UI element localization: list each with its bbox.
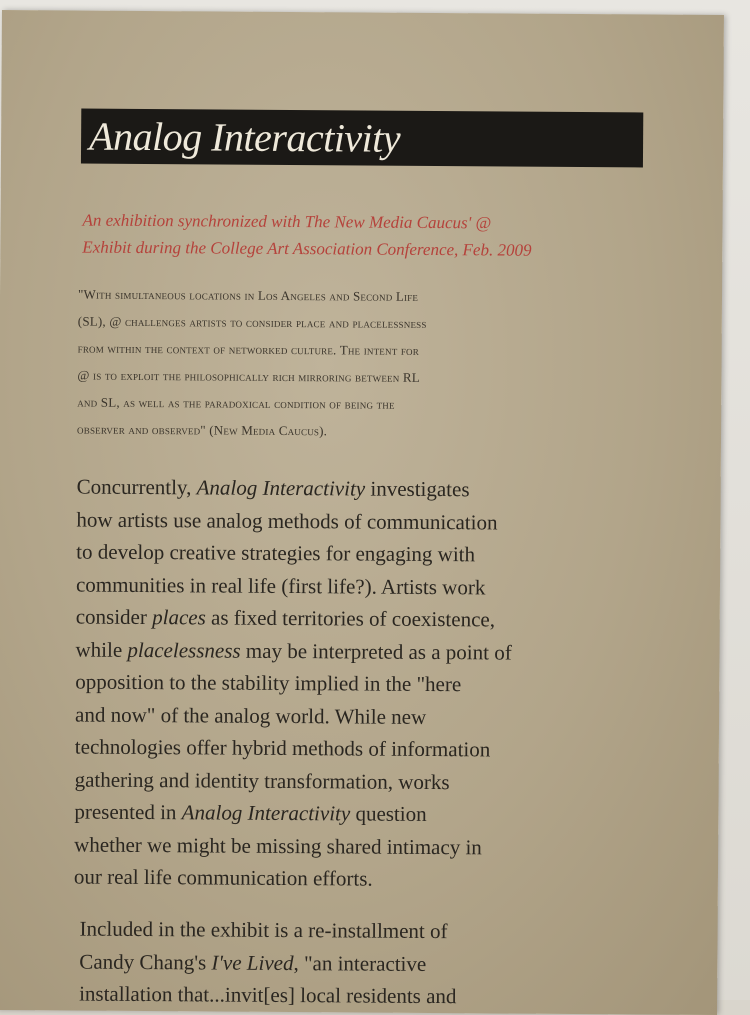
subtitle-line: An exhibition synchronized with The New Media Caucus' @: [82, 210, 492, 233]
subtitle-line: Exhibit during the College Art Association Conference, Feb. 2009: [82, 237, 532, 260]
italic-title: Analog Interactivity: [181, 800, 351, 826]
paragraph-line: opposition to the stability implied in the "here: [75, 669, 462, 697]
body-paragraph-2: [79, 913, 680, 1015]
italic-title: I've Lived: [211, 949, 294, 975]
text-run: Candy Chang's: [79, 949, 212, 974]
paragraph-line: our real life communication efforts.: [73, 864, 373, 891]
paragraph-line: [74, 796, 674, 833]
quote-line: observer and observed" (New Media Caucus).: [77, 421, 328, 439]
paragraph-line: how artists use analog methods of communication: [76, 507, 498, 534]
quote-line: @ is to exploit the philosophically rich mirroring between RL: [77, 367, 420, 385]
title-banner: [81, 109, 643, 168]
text-run: consider: [75, 604, 153, 630]
text-run: while: [75, 637, 128, 662]
text-run: Concurrently,: [76, 474, 197, 500]
paragraph-line: [76, 601, 676, 638]
paragraph-line: installation that...invit[es] local residents and: [79, 981, 457, 1009]
exhibition-title: Analog Interactivity: [88, 113, 401, 161]
italic-term: places: [152, 605, 206, 630]
quote-line: "With simultaneous locations in Los Angeles and Second Life: [77, 286, 419, 304]
paragraph-line: and now" of the analog world. While new: [75, 702, 427, 729]
paragraph-line: [77, 471, 677, 508]
text-run: question: [350, 801, 427, 826]
text-run: , "an interactive: [293, 950, 427, 976]
italic-title: Analog Interactivity: [196, 475, 366, 501]
quote-line: from within the context of networked culture. The intent for: [77, 340, 420, 358]
paragraph-line: [79, 945, 679, 982]
text-run: as fixed territories of coexistence,: [205, 605, 496, 632]
text-run: may be interpreted as a point of: [240, 638, 512, 665]
exhibition-card: [0, 10, 724, 1015]
text-run: presented in: [74, 799, 182, 825]
paragraph-line: technologies offer hybrid methods of information: [74, 734, 491, 762]
caucus-quote: [77, 281, 658, 447]
paragraph-line: gathering and identity transformation, works: [74, 767, 450, 794]
paragraph-line: to develop creative strategies for engaging with: [76, 539, 476, 567]
body-paragraph-1: [74, 471, 677, 898]
subtitle: [82, 207, 642, 265]
paragraph-line: whether we might be missing shared intimacy in: [74, 832, 482, 859]
italic-term: placelessness: [127, 637, 241, 663]
paragraph-line: [75, 633, 675, 670]
quote-line: (SL), @ challenges artists to consider place and placelessness: [77, 313, 427, 331]
paragraph-line: Included in the exhibit is a re-installment of: [79, 916, 448, 944]
quote-line: and SL, as well as the paradoxical condition of being the: [77, 394, 395, 412]
text-run: investigates: [365, 476, 470, 502]
paragraph-line: communities in real life (first life?). Artists work: [75, 572, 486, 599]
